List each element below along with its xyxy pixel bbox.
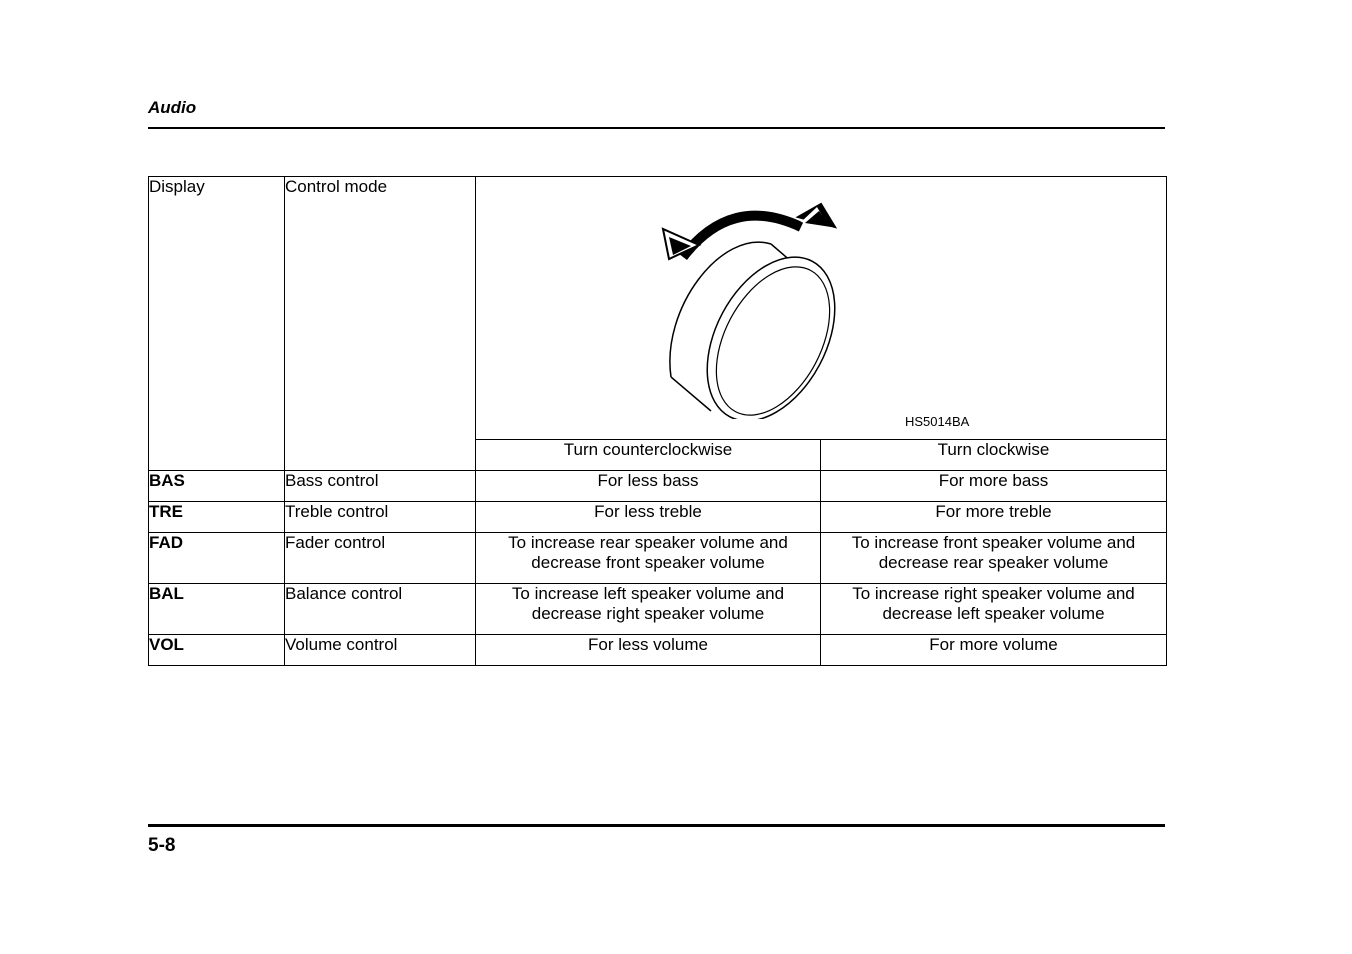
table-row [149, 502, 1167, 533]
counterclockwise-effect: For less treble [476, 502, 821, 533]
control-mode: Volume control [285, 635, 476, 666]
display-code: FAD [149, 533, 285, 584]
display-code: TRE [149, 502, 285, 533]
header-control-mode: Control mode [285, 177, 476, 471]
section-title: Audio [148, 98, 197, 117]
rotary-knob-icon [661, 189, 851, 419]
clockwise-effect: For more volume [821, 635, 1167, 666]
table-row [149, 533, 1167, 584]
clockwise-effect: To increase right speaker volume and decrease left speaker volume [821, 584, 1167, 635]
counterclockwise-effect: To increase rear speaker volume and decrease front speaker volume [476, 533, 821, 584]
clockwise-effect: For more bass [821, 471, 1167, 502]
display-code: VOL [149, 635, 285, 666]
control-mode: Bass control [285, 471, 476, 502]
table-row [149, 471, 1167, 502]
header-rule [148, 127, 1165, 129]
display-code: BAL [149, 584, 285, 635]
header-clockwise: Turn clockwise [821, 440, 1167, 471]
knob-figure-cell [476, 177, 1167, 440]
counterclockwise-effect: For less bass [476, 471, 821, 502]
display-code: BAS [149, 471, 285, 502]
header-counterclockwise: Turn counterclockwise [476, 440, 821, 471]
counterclockwise-effect: To increase left speaker volume and decrease right speaker volume [476, 584, 821, 635]
table-row [149, 584, 1167, 635]
footer-rule [148, 824, 1165, 827]
page-number: 5-8 [148, 835, 176, 856]
clockwise-effect: To increase front speaker volume and decrease rear speaker volume [821, 533, 1167, 584]
control-mode: Fader control [285, 533, 476, 584]
clockwise-effect: For more treble [821, 502, 1167, 533]
audio-controls-table [148, 176, 1167, 666]
header-display: Display [149, 177, 285, 471]
counterclockwise-effect: For less volume [476, 635, 821, 666]
table-row [149, 635, 1167, 666]
control-mode: Treble control [285, 502, 476, 533]
figure-code: HS5014BA [905, 414, 970, 429]
control-mode: Balance control [285, 584, 476, 635]
